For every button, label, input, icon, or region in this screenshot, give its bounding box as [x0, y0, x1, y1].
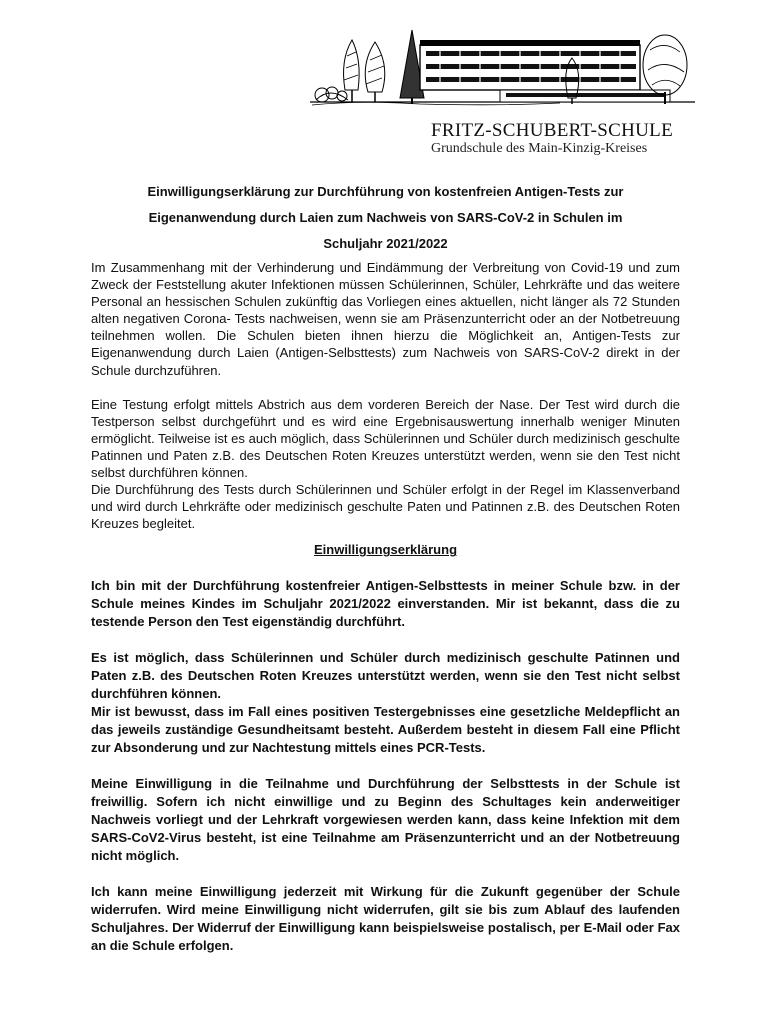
consent-paragraph: Es ist möglich, dass Schülerinnen und Schüler durch medizinisch geschulte Patinnen und Paten z.B. des Deutschen Roten Kreuzes unterstützt werden, wenn sie den Test nicht selbst durchführen können.	[91, 650, 680, 702]
section-heading: Einwilligungserklärung	[313, 542, 458, 558]
consent-paragraph: Ich kann meine Einwilligung jederzeit mit Wirkung für die Zukunft gegenüber der Schule widerrufen. Wird meine Einwilligung nicht widerrufen, gilt sie bis zum Ablauf des laufenden Schuljahres. Der Widerruf der Einwilligung kann beispielsweise postalisch, per E-Mail oder Fax an die Schule erfolgen.	[91, 884, 680, 954]
school-subtitle: Grundschule des Main-Kinzig-Kreises	[431, 141, 648, 156]
school-name: FRITZ-SCHUBERT-SCHULE	[431, 120, 673, 141]
title-line: Eigenanwendung durch Laien zum Nachweis von SARS-CoV-2 in Schulen im	[148, 210, 623, 225]
document-body	[91, 179, 680, 955]
consent-paragraph: Meine Einwilligung in die Teilnahme und Durchführung der Selbsttests in der Schule ist freiwillig. Sofern ich nicht einwillige und zu Beginn des Schultages kein anderweitiger Nachweis vorliegt und der Lehrkraft vorgewiesen werden kann, dass keine Infektion mit dem SARS-CoV2-Virus besteht, ist eine Teilnahme am Präsenzunterricht und an der Notbetreuung nicht möglich.	[91, 776, 680, 864]
title-line: Schuljahr 2021/2022	[323, 236, 448, 251]
title-line: Einwilligungserklärung zur Durchführung von kostenfreien Antigen-Tests zur	[147, 184, 624, 199]
intro-paragraph: Die Durchführung des Tests durch Schülerinnen und Schüler erfolgt in der Regel im Klassenverband und wird durch Lehrkräfte oder medizinisch geschulte Paten und Patinnen z.B. des Deutschen Roten Kreuzes begleitet.	[91, 482, 680, 532]
intro-paragraph: Eine Testung erfolgt mittels Abstrich aus dem vorderen Bereich der Nase. Der Test wird durch die Testperson selbst durchgeführt und es wird eine Ergebnisauswertung innerhalb weniger Minuten ermöglicht. Teilweise ist es auch möglich, dass Schülerinnen und Schüler durch medizinisch geschulte Patinnen und Paten z.B. des Deutschen Roten Kreuzes unterstützt werden, wenn sie den Test nicht selbst durchführen können.	[91, 396, 680, 481]
consent-paragraph: Mir ist bewusst, dass im Fall eines positiven Testergebnisses eine gesetzliche Meldepflicht an das jeweils zuständige Gesundheitsamt besteht. Außerdem besteht in diesem Fall eine Pflicht zur Absonderung und zur Nachtestung mittels eines PCR-Tests.	[91, 704, 680, 756]
document-title	[91, 179, 680, 257]
consent-paragraph: Ich bin mit der Durchführung kostenfreier Antigen-Selbsttests in meiner Schule bzw. in der Schule meines Kindes im Schuljahr 2021/2022 einverstanden. Mir ist bekannt, dass die zu testende Person den Test eigenständig durchführt.	[91, 578, 680, 630]
intro-paragraph: Im Zusammenhang mit der Verhinderung und Eindämmung der Verbreitung von Covid-19 und zum Zweck der Feststellung akuter Infektionen müssen Schülerinnen, Schüler, Lehrkräfte und das weitere Personal an hessischen Schulen zukünftig das Vorliegen eines aktuellen, nicht länger als 72 Stunden alten negativen Corona- Tests nachweisen, wenn sie am Präsenzunterricht oder an der Notbetreuung teilnehmen wollen. Die Schulen bieten ihnen hierzu die Möglichkeit an, Antigen-Tests zur Eigenanwendung durch Laien (Antigen-Selbsttests) zum Nachweis von SARS-CoV-2 direkt in der Schule durchzuführen.	[91, 260, 680, 378]
school-building-logo	[300, 20, 700, 110]
